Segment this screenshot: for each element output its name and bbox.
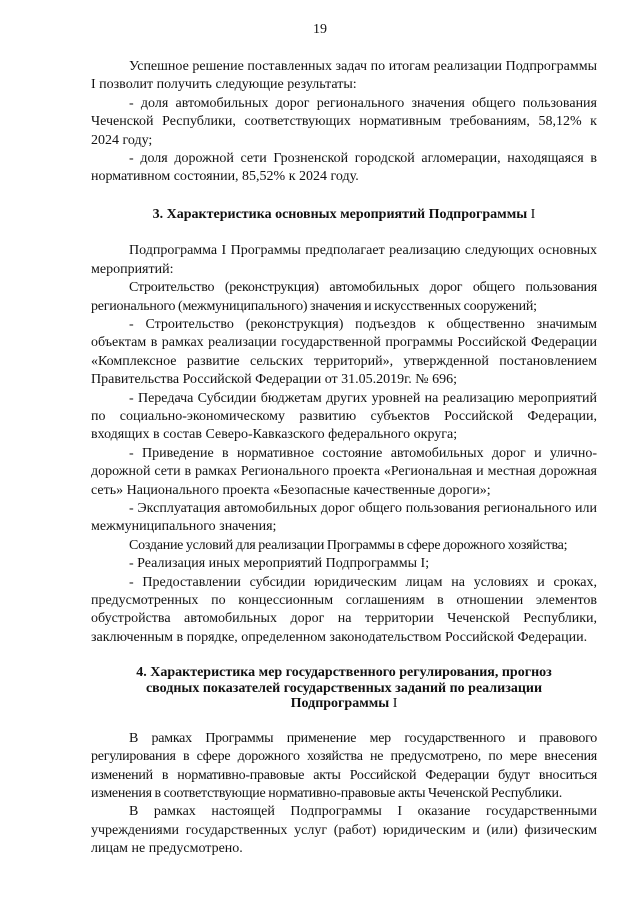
section-3-paragraph: - Передача Субсидии бюджетам других уровней на реализацию мероприятий по социально-экономическому развитию субъектов Российской Федерации, входящих в состав Северо-Кавказского федерального округа; — [91, 390, 597, 443]
section-4-body — [91, 730, 597, 859]
page-content — [91, 58, 597, 859]
result-item: - доля автомобильных дорог регионального значения общего пользования Чеченской Республики, соответствующих нормативным требованиям, 58,12% к 2024 году; — [91, 95, 597, 148]
section-3-paragraph: - Предоставлении субсидии юридическим лицам на условиях и сроках, предусмотренных по концессионным соглашениям в отношении элементов обустройства автомобильных дорог на территории Чеченской Республики, заключенным в порядке, определенном законодательством Российской Федерации. — [91, 574, 597, 645]
page-number: 19 — [313, 22, 327, 37]
results-block — [91, 58, 597, 187]
result-item: - доля дорожной сети Грозненской городской агломерации, находящаяся в нормативном состоянии, 85,52% к 2024 году. — [91, 151, 597, 185]
section-3-heading-roman: I — [530, 206, 536, 222]
spacer — [91, 647, 597, 665]
section-3-paragraph: Подпрограмма I Программы предполагает реализацию следующих основных мероприятий: — [91, 243, 597, 277]
spacer — [91, 222, 597, 242]
section-4-heading-line: сводных показателей государственных заданий по реализации — [145, 680, 543, 696]
section-3-heading — [91, 207, 597, 223]
section-3-paragraph: - Строительство (реконструкция) подъездов к общественно значимым объектам в рамках реализации государственной программы Российской Федерации «Комплексное развитие сельских территорий», утвержденной постановлением Правительства Российской Федерации от 31.05.2019г. № 696; — [91, 316, 597, 388]
section-3-paragraph: - Приведение в нормативное состояние автомобильных дорог и улично-дорожной сети в рамках Регионального проекта «Региональная и местная дорожная сеть» Национального проекта «Безопасные качественные дороги»; — [91, 445, 597, 498]
section-4-paragraph: В рамках настоящей Подпрограммы I оказание государственными учреждениями государственных услуг (работ) юридическим и (или) физическим лицам не предусмотрено. — [91, 804, 597, 857]
section-3-paragraph: Создание условий для реализации Программы в сфере дорожного хозяйства; — [129, 537, 568, 553]
section-3-paragraph: - Эксплуатация автомобильных дорог общего пользования регионального или межмуниципального значения; — [91, 501, 597, 535]
section-3-paragraph: - Реализация иных мероприятий Подпрограммы I; — [129, 556, 430, 572]
section-4-heading — [91, 665, 597, 712]
spacer — [91, 187, 597, 207]
spacer — [91, 712, 597, 730]
section-4-heading-line: Подпрограммы — [290, 696, 390, 712]
section-4-heading-line: 4. Характеристика мер государственного регулирования, прогноз — [136, 665, 552, 681]
section-3-heading-text: 3. Характеристика основных мероприятий Подпрограммы — [152, 206, 528, 222]
section-4-paragraph: В рамках Программы применение мер государственного и правового регулирования в сфере дорожного хозяйства не предусмотрено, по мере внесения изменений в нормативно-правовые акты Российской Федерации будут вноситься изменения в соответствующие нормативно-правовые акты Чеченской Республики. — [91, 730, 597, 801]
section-3-body — [91, 242, 597, 647]
section-3-paragraph: Строительство (реконструкция) автомобильных дорог общего пользования регионального (межмуниципального) значения и искусственных сооружений; — [91, 280, 597, 314]
section-4-heading-roman: I — [392, 696, 398, 712]
results-intro: Успешное решение поставленных задач по итогам реализации Подпрограммы I позволит получить следующие результаты: — [91, 59, 597, 93]
